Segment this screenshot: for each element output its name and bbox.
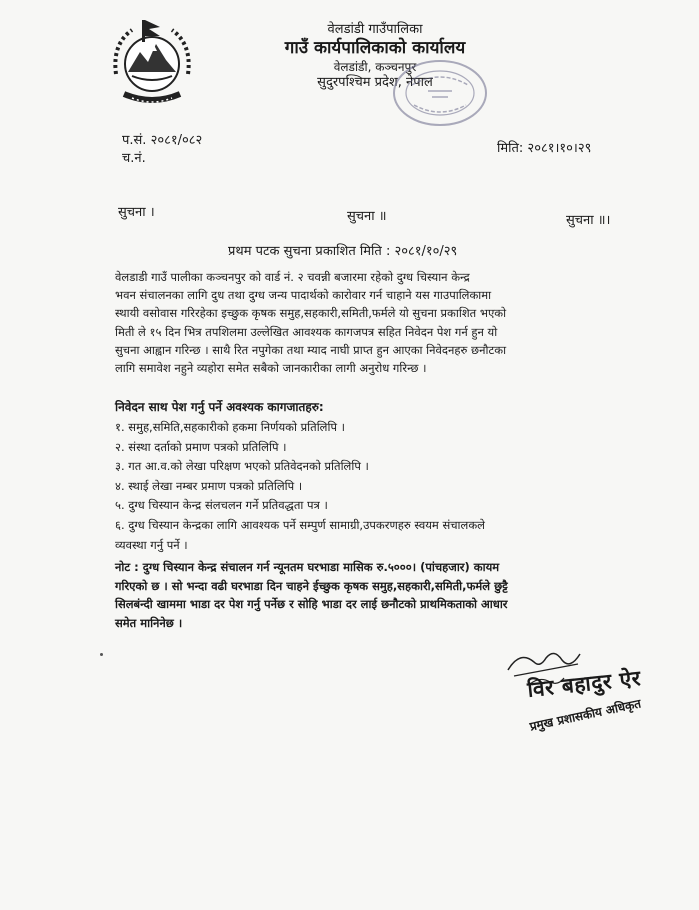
publication-date-line: प्रथम पटक सुचना प्रकाशित मिति : २०८१/१०/२९ <box>228 244 458 259</box>
note-line: नोट : दुग्ध चिस्यान केन्द्र संचालन गर्न न्यूनतम घरभाडा मासिक रु.५०००। (पांचहजार) कायम <box>115 560 500 574</box>
list-item: ६. दुग्ध चिस्यान केन्द्रका लागि आवश्यक पर्ने सम्पुर्ण सामाग्री,उपकरणहरु स्वयम संचालकले <box>115 517 485 532</box>
signer-title: प्रमुख प्रशासकीय अधिकृत <box>528 696 643 734</box>
list-item: १. समुह,समिति,सहकारीको हकमा निर्णयको प्रतिलिपि । <box>115 420 345 434</box>
body-line: लागि समावेश नहुने व्यहोरा समेत सबैको जानकारीका लागी अनुरोध गरिन्छ । <box>115 361 427 376</box>
rent-note <box>115 558 615 632</box>
municipality-name: वेलडांडी गाउँपालिका <box>327 22 423 37</box>
notice-body <box>115 268 613 377</box>
reference-block <box>122 132 202 167</box>
nepal-emblem-icon <box>102 14 202 114</box>
letter-date: मिति: २०८१।१०।२९ <box>497 141 592 156</box>
list-item: ५. दुग्ध चिस्यान केन्द्र संलचलन गर्ने प्रतिवद्धता पत्र । <box>115 498 328 513</box>
office-stamp-icon <box>382 55 492 135</box>
province-name: सुदुरपश्चिम प्रदेश, नेपाल <box>317 74 433 90</box>
required-documents-list <box>115 418 585 555</box>
body-line: स्थायी वसोवास गरिरहेका इच्छुक कृषक समुह,सहकारी,समिती,फर्मले यो सुचना प्रकाशित भएको <box>115 306 507 321</box>
notice-label-1: सुचना । <box>118 205 155 220</box>
note-line: गरिएको छ । सो भन्दा वढी घरभाडा दिन चाहने ईच्छुक कृषक समुह,सहकारी,समिती,फर्मले छुट्टै <box>115 578 508 593</box>
dispatch-number: च.नं. <box>122 150 146 166</box>
notice-label-2: सुचना ॥ <box>347 209 387 224</box>
required-documents-title: निवेदन साथ पेश गर्नु पर्ने अवश्यक कागजातहरु: <box>115 400 324 414</box>
scan-speck <box>100 653 103 656</box>
body-line: वेलडाडी गाउँ पालीका कञ्चनपुर को वार्ड नं. २ चवन्नी बजारमा रहेको दुग्ध चिस्यान केन्द्र <box>115 270 470 284</box>
list-item: व्यवस्था गर्नु पर्ने । <box>115 537 188 552</box>
body-line: सुचना आह्वान गरिन्छ । साथै रित नपुगेका तथा म्याद नाघी प्राप्त हुन आएका निवेदनहरु छनौटका <box>115 342 507 357</box>
list-item: ४. स्थाई लेखा नम्बर प्रमाण पत्रको प्रतिलिपि । <box>115 478 303 493</box>
list-item: २. संस्था दर्ताको प्रमाण पत्रको प्रतिलिपि । <box>115 439 287 454</box>
office-name: गाउँ कार्यपालिकाको कार्यालय <box>284 38 466 59</box>
note-line: समेत मानिनेछ । <box>115 615 183 630</box>
body-line: मिती ले १५ दिन भित्र तपशिलमा उल्लेखित आवश्यक कागजपत्र सहित निवेदन पेश गर्न हुन यो <box>115 324 498 339</box>
notice-label-3: सुचना ॥। <box>566 213 611 228</box>
signer-name: विर बहादुर ऐर <box>526 666 642 702</box>
letter-number: प.सं. २०८१/०८२ <box>122 133 203 148</box>
list-item: ३. गत आ.व.को लेखा परिक्षण भएको प्रतिवेदनको प्रतिलिपि । <box>115 459 369 474</box>
body-line: भवन संचालनका लागि दुध तथा दुग्ध जन्य पादार्थको कारोवार गर्न चाहाने यस गाउपालिकामा <box>115 288 492 303</box>
office-address: वेलडांडी, कञ्चनपुर <box>333 59 417 74</box>
note-line: सिलबंन्दी खाममा भाडा दर पेश गर्नु पर्नेछ र सोहि भाडा दर लाई छनौटको प्राथमिकताको आधार <box>115 597 508 611</box>
